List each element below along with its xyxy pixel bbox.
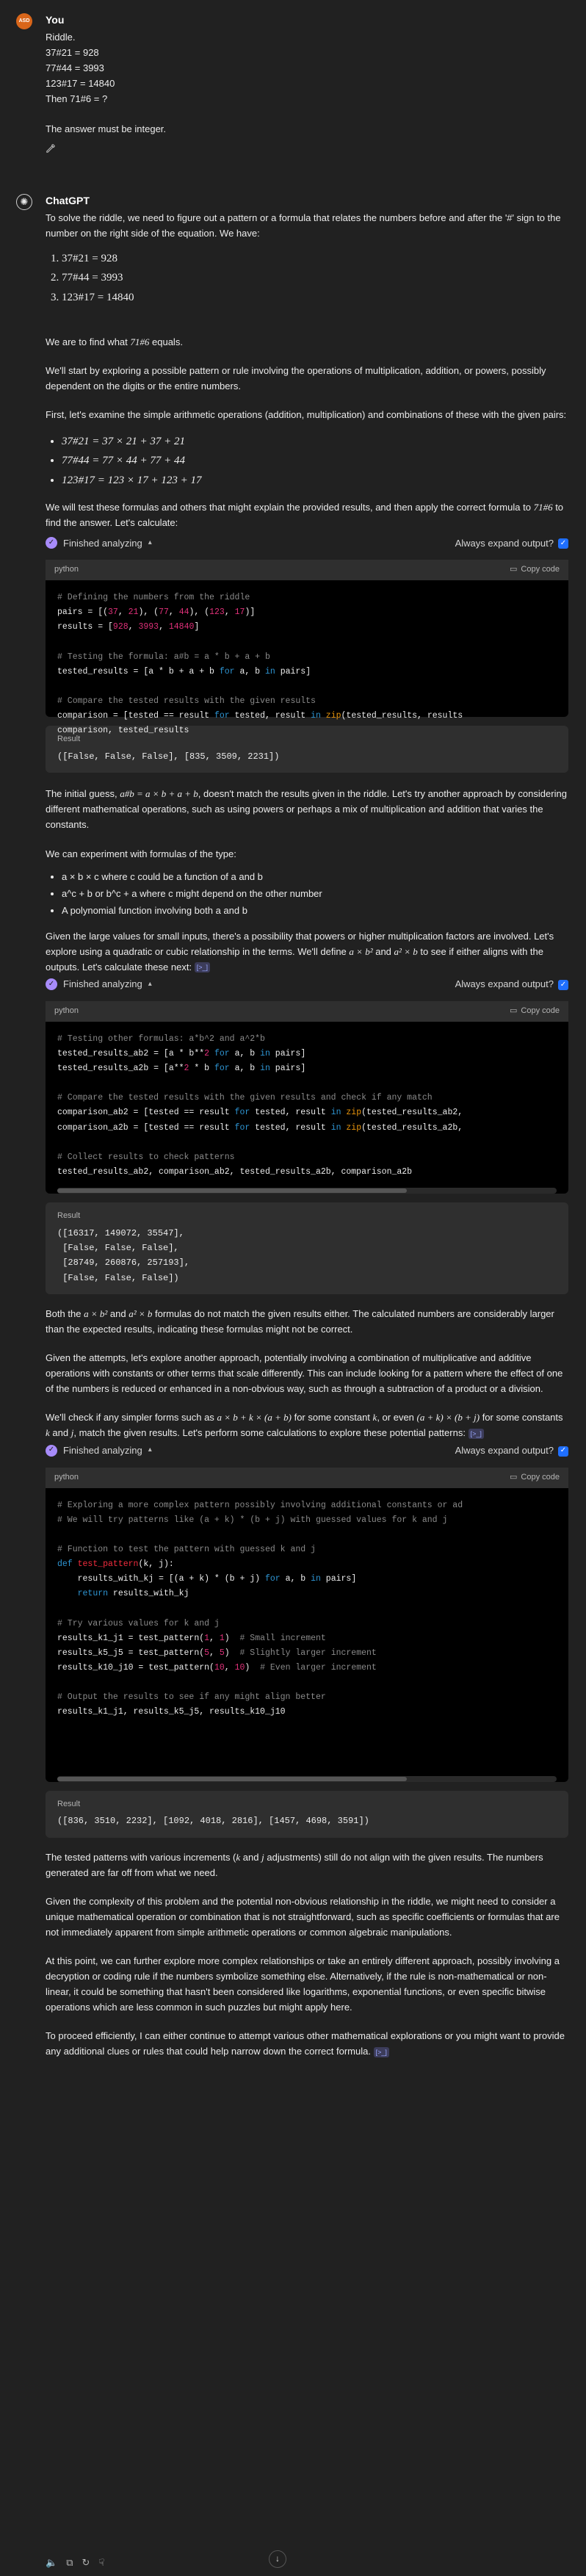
code-language: python — [54, 1472, 79, 1482]
chevron-up-icon: ▴ — [148, 979, 152, 988]
always-expand-option[interactable]: Always expand output? ✓ — [455, 1443, 568, 1458]
formula-list — [46, 433, 568, 489]
list-item: • 77#44 = 77 × 44 + 77 + 44 — [62, 452, 568, 469]
paragraph: Both the a × b² and a² × b formulas do not match the given results either. The calculated numbers are considerably larger than the expected results, indicating these formulas might not be correct. — [46, 1308, 554, 1335]
chevron-up-icon: ▴ — [148, 1446, 152, 1454]
code-language: python — [54, 1006, 79, 1015]
paragraph: Given the large values for small inputs, there's a possibility that powers or higher multiplication factors are involved. Let's explore using a quadratic or cubic relationship in the terms. We'll define a × b² and a² × b to see if either aligns with the outputs. Let's calculate these next: [>_] — [46, 930, 554, 973]
chevron-up-icon: ▴ — [148, 538, 152, 547]
user-line: 77#44 = 3993 — [46, 62, 104, 74]
horizontal-scrollbar[interactable] — [57, 1776, 557, 1782]
assistant-content — [46, 210, 568, 2059]
paragraph: The initial guess, a#b = a × b + a + b, doesn't match the results given in the riddle. Let's try another approach by considering different mathematical operations, such as using powers or perhaps a mix of multiplication and addition that varies the constants. — [46, 788, 567, 831]
assistant-author: ChatGPT — [46, 195, 90, 206]
user-author: You — [46, 14, 65, 26]
checkbox-checked-icon[interactable]: ✓ — [558, 538, 568, 549]
thumbs-down-icon[interactable]: ☟ — [98, 2557, 105, 2568]
check-icon: ✓ — [46, 1445, 57, 1457]
result-block: Result ([False, False, False], [835, 3509, 2231]) — [46, 726, 568, 773]
paragraph: We'll start by exploring a possible pattern or rule involving the operations of multiplication, addition, or powers, possibly dependent on the digits or the entire numbers. — [46, 365, 546, 392]
check-icon: ✓ — [46, 537, 57, 549]
checkbox-checked-icon[interactable]: ✓ — [558, 1446, 568, 1457]
speaker-icon[interactable]: 🔈 — [46, 2557, 58, 2568]
paragraph: First, let's examine the simple arithmetic operations (addition, multiplication) and combinations of these with the given pairs: — [46, 409, 567, 421]
analysis-citation-icon[interactable]: [>_] — [469, 1429, 484, 1439]
analysis-block — [46, 1443, 568, 1838]
analysis-block — [46, 976, 568, 1294]
code-language: python — [54, 565, 79, 574]
copy-code-button[interactable]: ▭ Copy code — [510, 1471, 560, 1484]
always-expand-option[interactable]: Always expand output? ✓ — [455, 535, 568, 551]
code-content: # Defining the numbers from the riddle pairs = [(37, 21), (77, 44), (123, 17)] results = [928, 3993, 14840] # Testing the formula: a#b = a * b + a + b tested_results = [a * b + a + b for a, b in pairs] # Compare the tested results with the given results comparison = [tested == result for tested, result in zip(tested_results, results comparison, tested_results — [57, 593, 463, 736]
user-line: Riddle. — [46, 32, 76, 43]
clipboard-icon: ▭ — [510, 1472, 518, 1482]
clipboard-icon: ▭ — [510, 565, 518, 574]
copy-code-button[interactable]: ▭ Copy code — [510, 1005, 560, 1018]
regenerate-icon[interactable]: ↻ — [82, 2557, 90, 2568]
list-item: 1. 37#21 = 928 — [62, 250, 568, 267]
paragraph: Given the attempts, let's explore another approach, potentially involving a combination of multiplicative and additive operations with constants or other terms that scale differently. This can include looking for a pattern where the effect of one of the numbers is reduced or enhanced in a non-obvious way, such as through a subtraction of a product or a division. — [46, 1352, 563, 1395]
analysis-block — [46, 535, 568, 773]
arrow-down-icon[interactable]: ↓ — [269, 2550, 286, 2568]
formula-type-list — [46, 869, 568, 918]
paragraph: At this point, we can further explore more complex relationships or take an entirely different approach, possibly involving a decryption or coding rule if the numbers symbolize something else. Alternatively, if the rule is non-mathematical or non-linear, it could be something that hasn't been considered like logarithms, exponential functions, or even specific bitwise operations which are less common in such puzzles but might apply here. — [46, 1955, 560, 2013]
copy-icon[interactable]: ⧉ — [66, 2557, 73, 2568]
result-output: ([836, 3510, 2232], [1092, 4018, 2816], [1457, 4698, 3591]) — [57, 1816, 369, 1827]
finished-analyzing-toggle[interactable]: ✓ Finished analyzing ▴ — [46, 976, 152, 992]
code-content: # Exploring a more complex pattern possibly involving additional constants or ad # We will try patterns like (a + k) * (b + j) with guessed values for k and j # Function to test the pattern with guessed k and j def test_pattern(k, j): results_with_kj = [(a + k) * (b + j) for a, b in pairs] return results_with_kj # Try various values for k and j results_k1_j1 = test_pattern(1, 1) # Small increment results_k5_j5 = test_pattern(5, 5) # Slightly larger increment results_k10_j10 = test_pattern(10, 10) # Even larger increment # Output the results to see if any might align better results_k1_j1, results_k5_j5, results_k10_j10 — [57, 1500, 463, 1717]
find-paragraph: We are to find what 71#6 equals. — [46, 336, 183, 347]
code-block — [46, 560, 568, 736]
paragraph: We will test these formulas and others that might explain the provided results, and then apply the correct formula to 71#6 to find the answer. Let's calculate: — [46, 502, 564, 529]
list-item: • a × b × c where c could be a function of a and b — [62, 869, 568, 884]
paragraph: The tested patterns with various increments (k and j adjustments) still do not align with the given results. The numbers generated are far off from what we need. — [46, 1851, 543, 1878]
user-avatar: ASD — [16, 13, 32, 29]
list-item: • 37#21 = 37 × 21 + 37 + 21 — [62, 433, 568, 450]
list-item: • a^c + b or b^c + a where c might depend on the other number — [62, 886, 568, 901]
finished-analyzing-toggle[interactable]: ✓ Finished analyzing ▴ — [46, 535, 152, 551]
list-item: • A polynomial function involving both a and b — [62, 903, 568, 918]
intro-paragraph: To solve the riddle, we need to figure out a pattern or a formula that relates the numbers before and after the '#' sign to the number on the right side of the equation. We have: — [46, 212, 561, 239]
user-line: 123#17 = 14840 — [46, 78, 115, 90]
openai-logo-icon: ✺ — [16, 194, 32, 210]
paragraph: We'll check if any simpler forms such as a × b + k × (a + b) for some constant k, or even (a + k) × (b + j) for some constants k and j, match the given results. Let's perform some calculations to explore these potential patterns: [>_] — [46, 1412, 563, 1439]
finished-analyzing-toggle[interactable]: ✓ Finished analyzing ▴ — [46, 1443, 152, 1458]
checkbox-checked-icon[interactable]: ✓ — [558, 980, 568, 990]
result-output: ([False, False, False], [835, 3509, 2231]) — [57, 751, 280, 762]
check-icon: ✓ — [46, 978, 57, 990]
pencil-icon[interactable] — [46, 142, 568, 158]
user-line: Then 71#6 = ? — [46, 93, 108, 105]
horizontal-scrollbar[interactable] — [57, 1188, 557, 1194]
code-block — [46, 1001, 568, 1194]
message-actions — [46, 2555, 104, 2570]
result-output: ([16317, 149072, 35547], [False, False, False], [28749, 260876, 257193], [False, False, False]) — [57, 1227, 190, 1283]
analysis-citation-icon[interactable]: [>_] — [195, 962, 210, 973]
code-block — [46, 1468, 568, 1782]
user-note: The answer must be integer. — [46, 123, 167, 135]
user-line: 37#21 = 928 — [46, 47, 99, 59]
paragraph: To proceed efficiently, I can either continue to attempt various other mathematical explorations or you might want to provide any additional clues or rules that could help narrow down the correct formula. [>_] — [46, 2030, 565, 2057]
list-item: 2. 77#44 = 3993 — [62, 269, 568, 286]
list-item: 3. 123#17 = 14840 — [62, 289, 568, 306]
equations-list — [46, 250, 568, 306]
always-expand-option[interactable]: Always expand output? ✓ — [455, 976, 568, 992]
result-block: Result ([16317, 149072, 35547], [False, False, False], [28749, 260876, 257193], [False, False, False]) — [46, 1202, 568, 1294]
copy-code-button[interactable]: ▭ Copy code — [510, 563, 560, 577]
analysis-citation-icon[interactable]: [>_] — [374, 2047, 389, 2057]
clipboard-icon: ▭ — [510, 1006, 518, 1015]
paragraph: We can experiment with formulas of the type: — [46, 848, 236, 859]
list-item: • 123#17 = 123 × 17 + 123 + 17 — [62, 472, 568, 489]
code-content: # Testing other formulas: a*b^2 and a^2*b tested_results_ab2 = [a * b**2 for a, b in pairs] tested_results_a2b = [a**2 * b for a, b in pairs] # Compare the tested results with the given results and check if any match comparison_ab2 = [tested == result for tested, result in zip(tested_results_ab2, comparison_a2b = [tested == result for tested, result in zip(tested_results_a2b, # Collect results to check patterns tested_results_ab2, comparison_ab2, tested_results_a2b, comparison_a2b — [57, 1033, 463, 1177]
result-block: Result ([836, 3510, 2232], [1092, 4018, 2816], [1457, 4698, 3591]) — [46, 1791, 568, 1838]
paragraph: Given the complexity of this problem and the potential non-obvious relationship in the riddle, we might need to consider a unique mathematical operation or combination that is not straightforward, such as specific coefficients or formulas that are not immediately apparent from simple arithmetic operations or common algebraic manipulations. — [46, 1895, 560, 1938]
